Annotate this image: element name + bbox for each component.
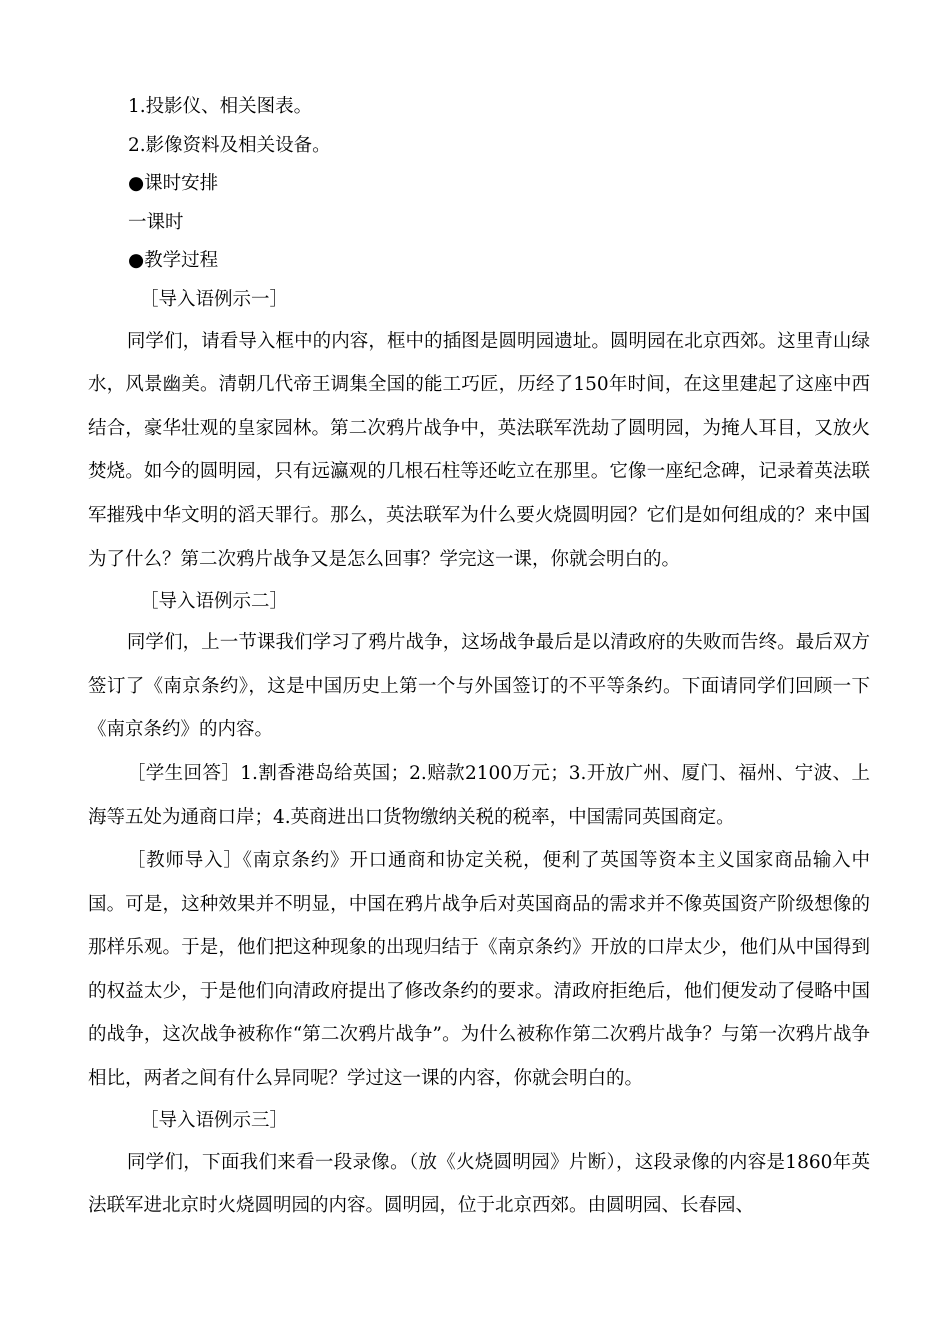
- intro3-paragraph: 同学们，下面我们来看一段录像。（放《火烧圆明园》片断），这段录像的内容是1860年英法联军进北京时火烧圆明园的内容。圆明园，位于北京西郊。由圆明园、长春园、: [88, 1151, 870, 1217]
- student-answer-paragraph: ［学生回答］1.割香港岛给英国；2.赔款2100万元；3.开放广州、厦门、福州、宁波、上海等五处为通商口岸；4.英商进出口货物缴纳关税的税率，中国需同英国商定。: [88, 762, 870, 828]
- intro1-heading: ［导入语例示一］: [140, 288, 289, 310]
- intro2-heading: ［导入语例示二］: [140, 591, 289, 613]
- list-item-video-materials: 2.影像资料及相关设备。: [128, 134, 331, 156]
- intro2-paragraph: 同学们，上一节课我们学习了鸦片战争，这场战争最后是以清政府的失败而告终。最后双方签订了《南京条约》，这是中国历史上第一个与外国签订的不平等条约。下面请同学们回顾一下《南京条约》的内容。: [88, 632, 870, 741]
- list-item-projector: 1.投影仪、相关图表。: [128, 96, 313, 117]
- heading-process: ●教学过程: [128, 250, 219, 272]
- heading-schedule: ●课时安排: [128, 173, 219, 195]
- intro1-paragraph: 同学们，请看导入框中的内容，框中的插图是圆明园遗址。圆明园在北京西郊。这里青山绿水，风景幽美。清朝几代帝王调集全国的能工巧匠，历经了150年时间，在这里建起了这座中西结合，豪华壮观的皇家园林。第二次鸦片战争中，英法联军洗劫了圆明园，为掩人耳目，又放火焚烧。如今的圆明园，只有远瀛观的几根石柱等还屹立在那里。它像一座纪念碑，记录着英法联军摧残中华文明的滔天罪行。那么，英法联军为什么要火烧圆明园？它们是如何组成的？来中国为了什么？第二次鸦片战争又是怎么回事？学完这一课，你就会明白的。: [88, 330, 870, 570]
- intro3-heading: ［导入语例示三］: [140, 1109, 289, 1131]
- document-page: [88, 88, 870, 1228]
- schedule-text: 一课时: [128, 211, 184, 233]
- teacher-intro-paragraph: ［教师导入］《南京条约》开口通商和协定关税，便利了英国等资本主义国家商品输入中国。可是，这种效果并不明显，中国在鸦片战争后对英国商品的需求并不像英国资产阶级想像的那样乐观。于是，他们把这种现象的出现归结于《南京条约》开放的口岸太少，他们从中国得到的权益太少，于是他们向清政府提出了修改条约的要求。清政府拒绝后，他们便发动了侵略中国的战争，这次战争被称作“第二次鸦片战争”。为什么被称作第二次鸦片战争？与第一次鸦片战争相比，两者之间有什么异同呢？学过这一课的内容，你就会明白的。: [88, 850, 870, 1090]
